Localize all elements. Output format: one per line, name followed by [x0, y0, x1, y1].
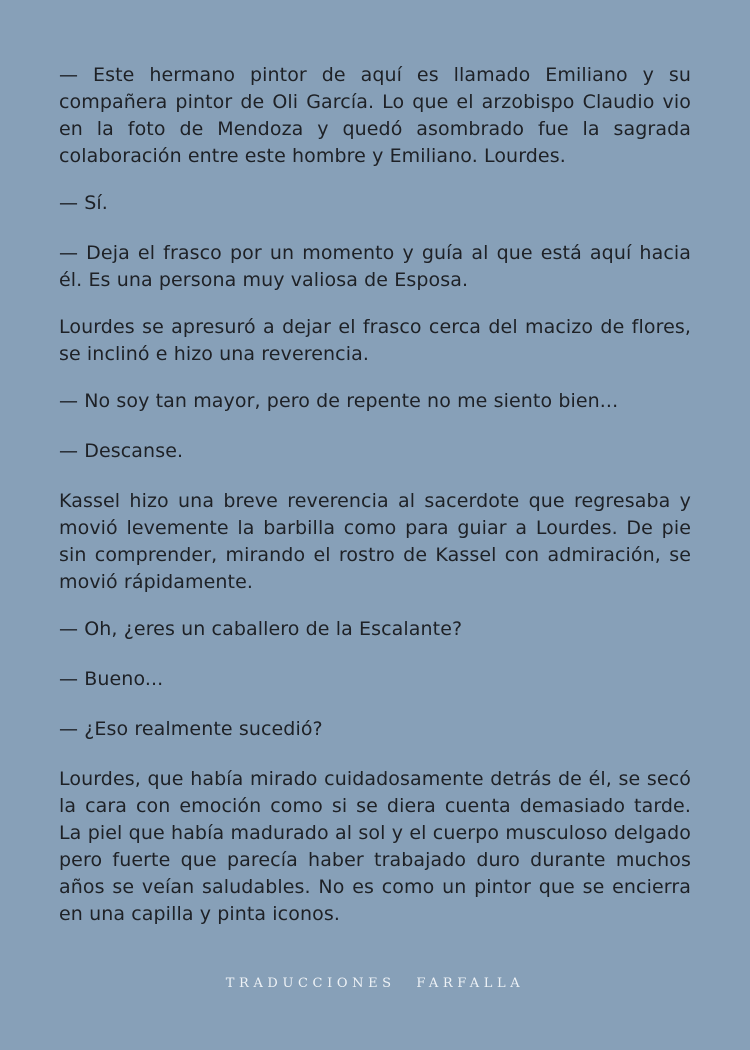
- paragraph-8: — Oh, ¿eres un caballero de la Escalante?: [59, 618, 463, 640]
- paragraph-10: — ¿Eso realmente sucedió?: [59, 718, 323, 740]
- paragraph-3: — Deja el frasco por un momento y guía al que está aquí hacia él. Es una persona muy valiosa de Esposa.: [59, 242, 691, 291]
- paragraph-2: — Sí.: [59, 192, 108, 214]
- paragraph-4: Lourdes se apresuró a dejar el frasco cerca del macizo de flores, se inclinó e hizo una reverencia.: [59, 316, 691, 365]
- paragraph-6: — Descanse.: [59, 440, 184, 462]
- footer-credit: [0, 976, 750, 991]
- paragraph-9: — Bueno...: [59, 668, 164, 690]
- paragraph-1: — Este hermano pintor de aquí es llamado Emiliano y su compañera pintor de Oli García. Lo que el arzobispo Claudio vio en la foto de Mendoza y quedó asombrado fue la sagrada colaboración entre este hombre y Emiliano. Lourdes.: [59, 64, 691, 167]
- paragraph-7: Kassel hizo una breve reverencia al sacerdote que regresaba y movió levemente la barbilla como para guiar a Lourdes. De pie sin comprender, mirando el rostro de Kassel con admiración, se movió rápidamente.: [59, 490, 691, 593]
- paragraph-5: — No soy tan mayor, pero de repente no me siento bien...: [59, 390, 619, 412]
- footer-word-2: FARFALLA: [416, 976, 525, 991]
- paragraph-11: Lourdes, que había mirado cuidadosamente detrás de él, se secó la cara con emoción como si se diera cuenta demasiado tarde. La piel que había madurado al sol y el cuerpo musculoso delgado pero fuerte que parecía haber trabajado duro durante muchos años se veían saludables. No es como un pintor que se encierra en una capilla y pinta iconos.: [59, 768, 691, 925]
- page-body: [59, 62, 691, 948]
- footer-word-1: TRADUCCIONES: [225, 976, 396, 991]
